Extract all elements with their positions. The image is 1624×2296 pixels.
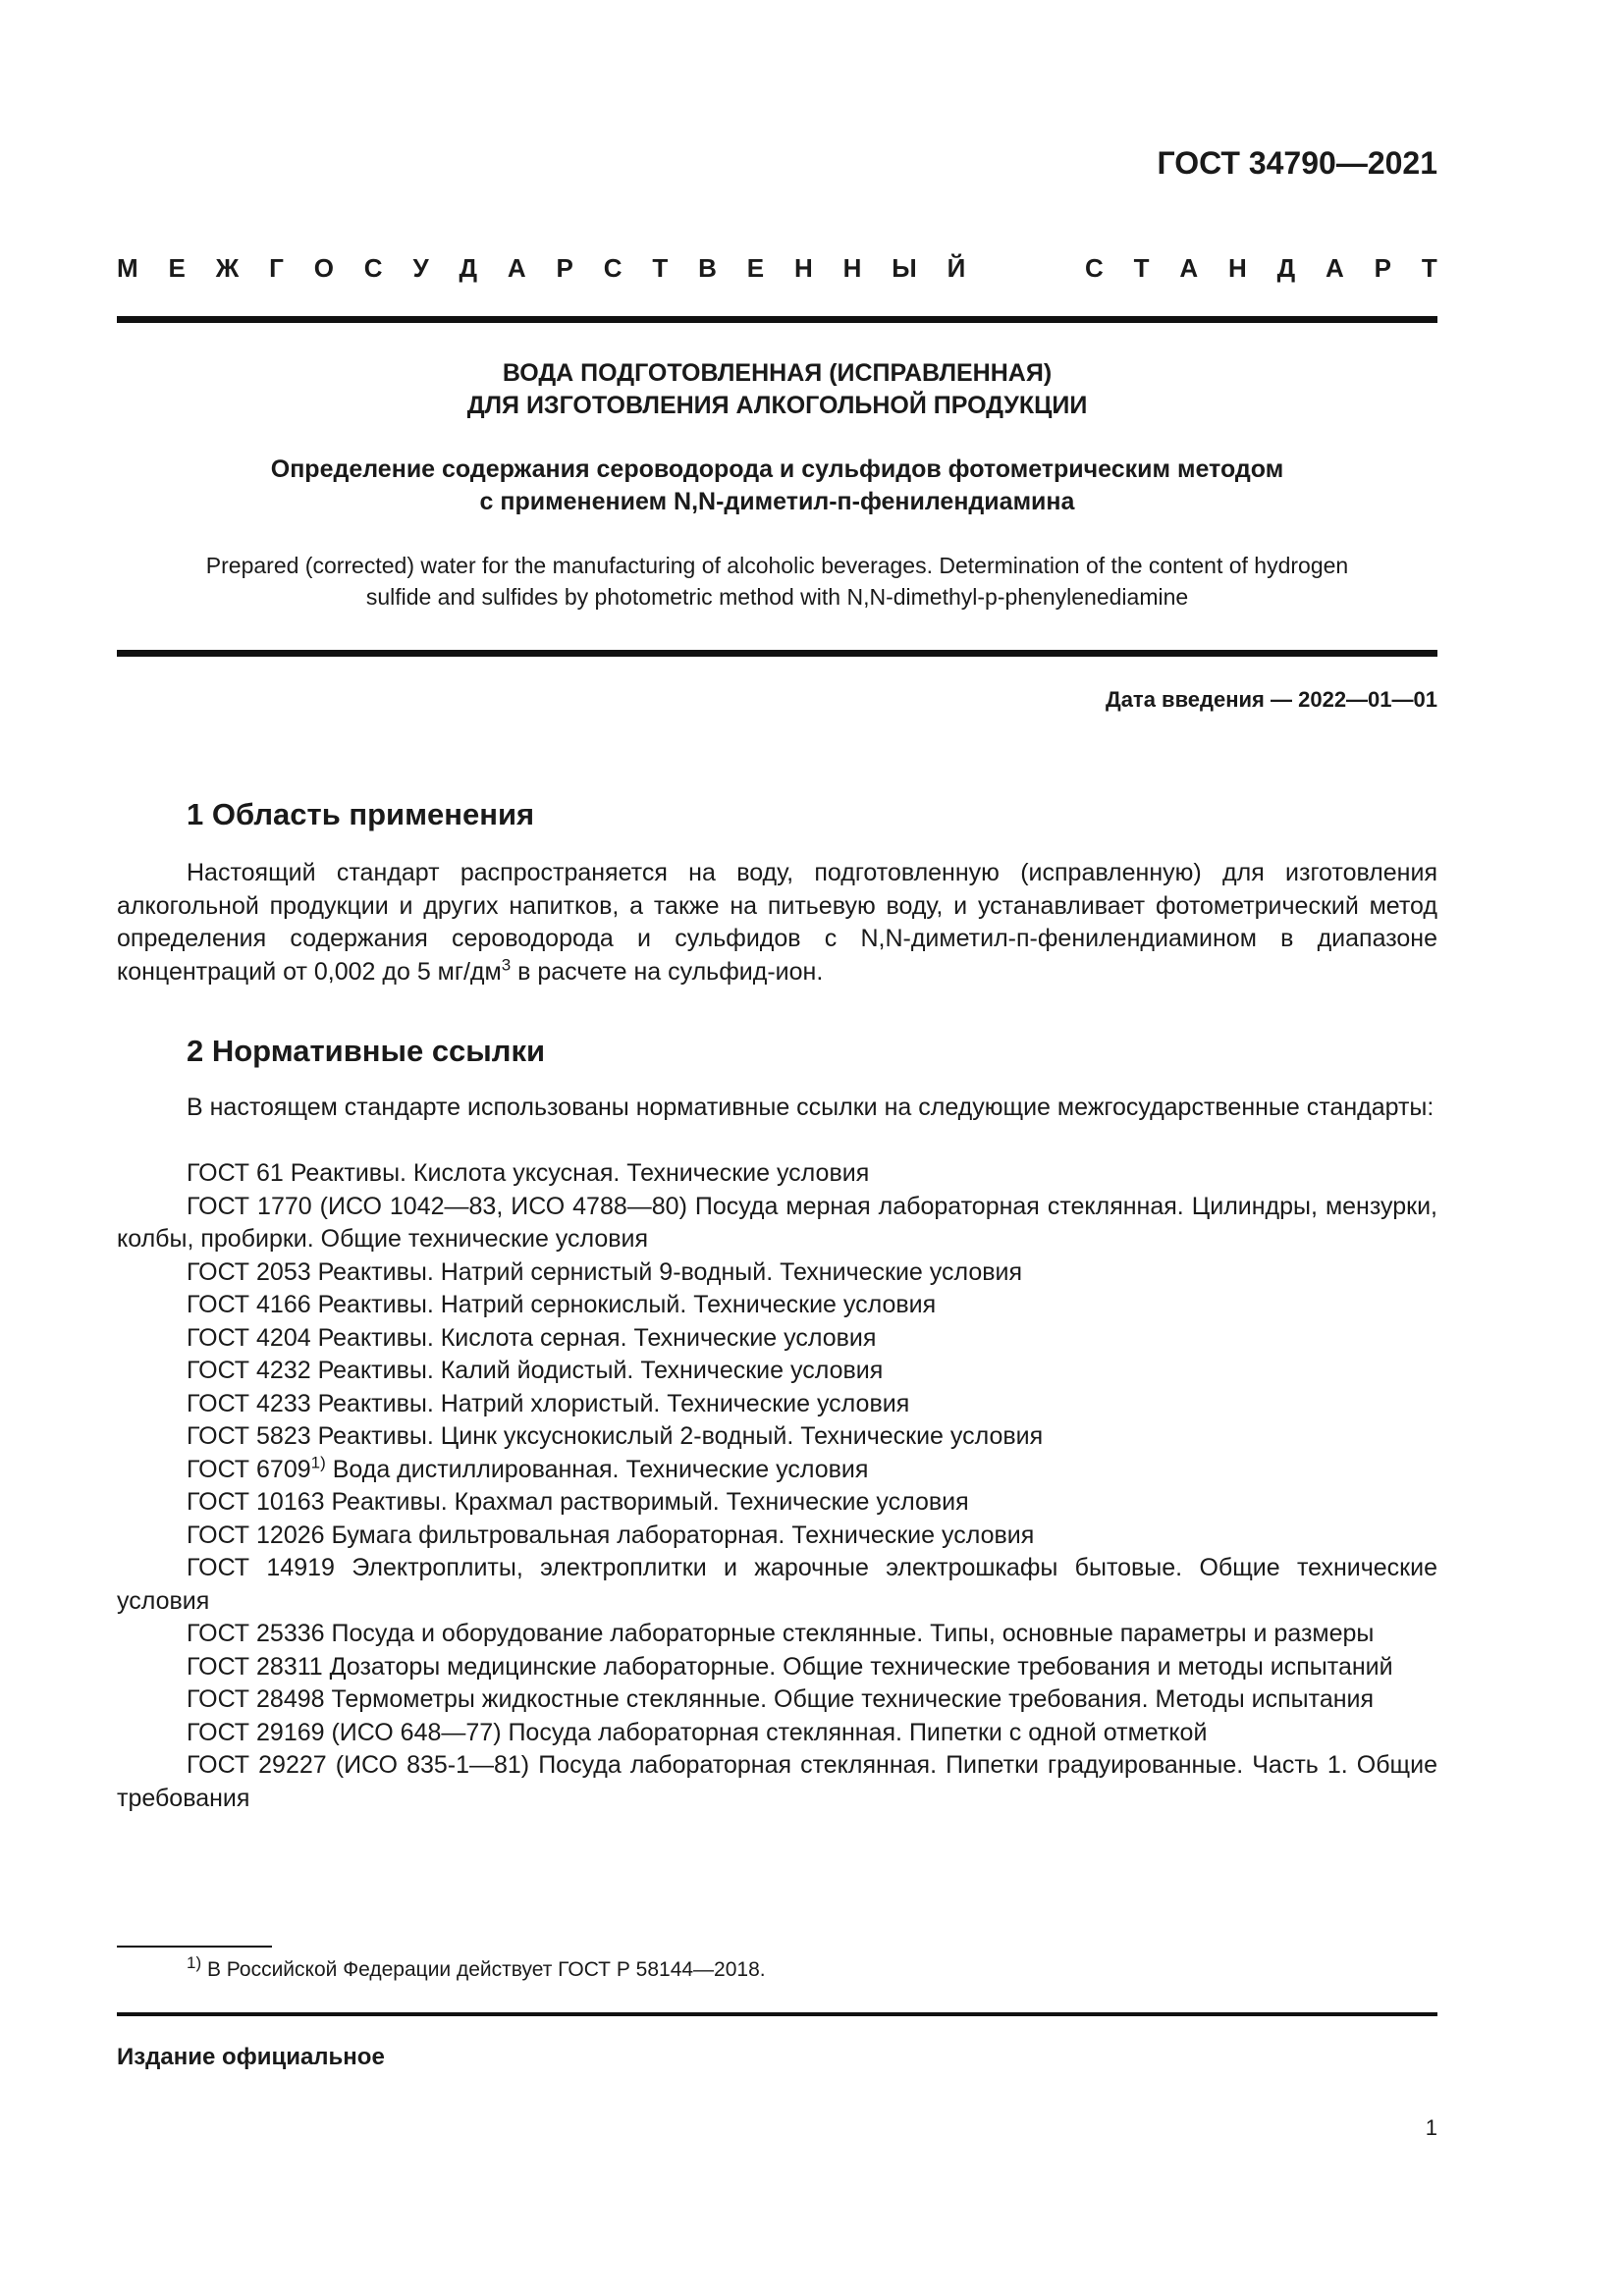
banner-letter: Е <box>168 253 186 283</box>
banner-letter: С <box>603 253 623 283</box>
reference-item: ГОСТ 12026 Бумага фильтровальная лабораторная. Технические условия <box>187 1521 1035 1549</box>
banner-letter: В <box>698 253 717 283</box>
gost-number: ГОСТ 34790—2021 <box>1157 145 1437 181</box>
banner-letter: С <box>363 253 383 283</box>
header-rule <box>117 316 1437 323</box>
english-title-line: Prepared (corrected) water for the manufacturing of alcoholic beverages. Determination of the content of hydrogen <box>205 553 1349 578</box>
banner-letter: Н <box>842 253 862 283</box>
reference-item: ГОСТ 14919 Электроплиты, электроплитки и жарочные электрошкафы бытовые. Общие технические условия <box>117 1554 1437 1615</box>
reference-item: ГОСТ 25336 Посуда и оборудование лабораторные стеклянные. Типы, основные параметры и размеры <box>187 1620 1375 1647</box>
section-2-heading: 2 Нормативные ссылки <box>187 1034 546 1068</box>
banner-letter: Ы <box>892 253 917 283</box>
reference-item: ГОСТ 4232 Реактивы. Калий йодистый. Технические условия <box>187 1357 884 1384</box>
footnote-rule <box>117 1946 272 1948</box>
reference-item-6709 <box>117 1454 1437 1487</box>
reference-item: ГОСТ 29227 (ИСО 835-1—81) Посуда лабораторная стеклянная. Пипетки градуированные. Часть 1. Общие требования <box>117 1751 1437 1812</box>
banner-letter: Т <box>1133 253 1150 283</box>
banner-letter: Е <box>746 253 765 283</box>
english-title <box>117 550 1437 613</box>
title-line: ВОДА ПОДГОТОВЛЕННАЯ (ИСПРАВЛЕННАЯ) <box>502 359 1053 387</box>
document-subtitle <box>117 454 1437 518</box>
section-1-text-end: в расчете на сульфид-ион. <box>511 957 824 986</box>
banner-letter: Р <box>556 253 573 283</box>
section-1-heading: 1 Область применения <box>187 797 535 831</box>
banner-letter: О <box>313 253 334 283</box>
reference-item: ГОСТ 4166 Реактивы. Натрий сернокислый. Технические условия <box>187 1291 937 1318</box>
superscript-3: 3 <box>501 955 512 975</box>
reference-item: ГОСТ 5823 Реактивы. Цинк уксуснокислый 2-водный. Технические условия <box>187 1422 1044 1450</box>
footnote-marker: 1) <box>187 1953 202 1972</box>
banner-letter: А <box>507 253 526 283</box>
banner-letter: Ж <box>215 253 240 283</box>
introduction-date: Дата введения — 2022—01—01 <box>1106 687 1437 712</box>
banner-letter: Р <box>1374 253 1392 283</box>
page-number: 1 <box>1425 2115 1437 2140</box>
footnote-text: В Российской Федерации действует ГОСТ Р 58144—2018. <box>201 1958 766 1981</box>
banner-letter: С <box>1084 253 1104 283</box>
banner-letter: Т <box>652 253 669 283</box>
reference-item: ГОСТ 28311 Дозаторы медицинские лабораторные. Общие технические требования и методы испытаний <box>187 1652 1393 1681</box>
section-1-paragraph <box>117 857 1437 988</box>
reference-item: ГОСТ 28498 Термометры жидкостные стеклянные. Общие технические требования. Методы испытания <box>187 1685 1375 1713</box>
normative-references-list <box>117 1157 1437 1815</box>
banner-letter: Й <box>947 253 966 283</box>
reference-item: ГОСТ 10163 Реактивы. Крахмал растворимый. Технические условия <box>187 1488 969 1516</box>
reference-code: ГОСТ 6709 <box>187 1455 311 1483</box>
reference-item: ГОСТ 2053 Реактивы. Натрий сернистый 9-водный. Технические условия <box>187 1257 1023 1286</box>
banner-letter: Г <box>269 253 284 283</box>
footer-rule <box>117 2012 1437 2016</box>
reference-text: Вода дистиллированная. Технические условия <box>325 1455 869 1483</box>
footnote-marker: 1) <box>310 1453 326 1472</box>
banner-letter: Н <box>793 253 813 283</box>
reference-item: ГОСТ 29169 (ИСО 648—77) Посуда лабораторная стеклянная. Пипетки с одной отметкой <box>187 1718 1208 1746</box>
reference-item: ГОСТ 61 Реактивы. Кислота уксусная. Технические условия <box>187 1159 870 1187</box>
footnote <box>187 1955 766 1985</box>
reference-item: ГОСТ 1770 (ИСО 1042—83, ИСО 4788—80) Посуда мерная лабораторная стеклянная. Цилиндры, мензурки, колбы, пробирки. Общие технические условия <box>117 1192 1437 1253</box>
reference-item: ГОСТ 4233 Реактивы. Натрий хлористый. Технические условия <box>187 1389 910 1417</box>
banner-letter: Т <box>1421 253 1437 283</box>
subtitle-line: с применением N,N-диметил-п-фенилендиамина <box>479 488 1075 515</box>
banner-letter: Н <box>1228 253 1247 283</box>
english-title-line: sulfide and sulfides by photometric method with N,N-dimethyl-p-phenylenediamine <box>365 584 1189 610</box>
interstate-standard-banner <box>117 253 1437 284</box>
title-rule <box>117 650 1437 657</box>
banner-letter: М <box>117 253 138 283</box>
title-line: ДЛЯ ИЗГОТОВЛЕНИЯ АЛКОГОЛЬНОЙ ПРОДУКЦИИ <box>466 392 1088 419</box>
banner-letter: У <box>412 253 429 283</box>
banner-word-gap <box>996 253 1055 284</box>
banner-letter: А <box>1179 253 1199 283</box>
document-title <box>117 357 1437 422</box>
official-edition-label: Издание официальное <box>117 2044 385 2070</box>
banner-letter: А <box>1326 253 1344 283</box>
subtitle-line: Определение содержания сероводорода и сульфидов фотометрическим методом <box>270 455 1284 483</box>
banner-letter: Д <box>1276 253 1296 283</box>
banner-letter: Д <box>459 253 478 283</box>
reference-item: ГОСТ 4204 Реактивы. Кислота серная. Технические условия <box>187 1323 877 1352</box>
section-2-intro: В настоящем стандарте использованы нормативные ссылки на следующие межгосударственные стандарты: <box>187 1094 1435 1121</box>
section-1-text: Настоящий стандарт распространяется на воду, подготовленную (исправленную) для изготовления алкогольной продукции и других напитков, а также на питьевую воду, и устанавливает фотометрический метод определения содержания сероводорода и сульфидов с N,N-диметил-п-фенилендиамином в диапазоне концентраций от 0,002 до 5 мг/дм <box>117 859 1437 986</box>
